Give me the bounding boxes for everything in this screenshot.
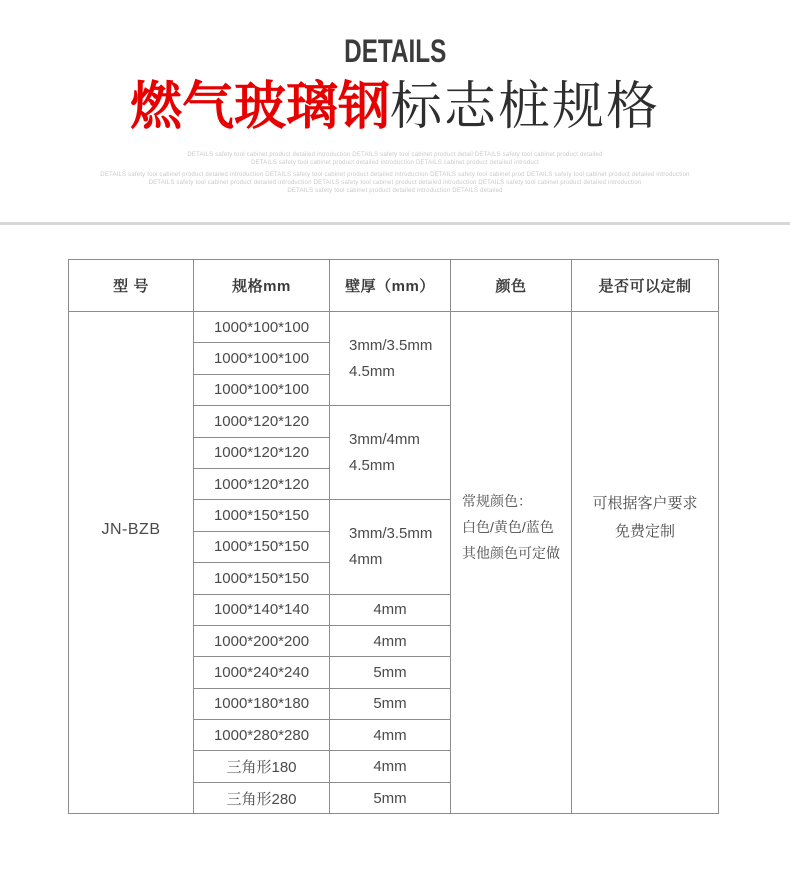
- thickness-line: 4.5mm: [349, 362, 395, 380]
- model-cell: JN-BZB: [69, 312, 194, 814]
- heading-dark-part: 标志桩规格: [390, 78, 661, 136]
- thickness-cell: 5mm: [330, 688, 451, 719]
- color-cell: [451, 312, 572, 814]
- spec-table: [68, 259, 719, 814]
- thickness-cell: 4mm: [330, 594, 451, 625]
- watermark-line: DETAILS safety tool cabinet product detailed introduction DETAILS safety tool cabinet product detailed introduction DETAILS safety tool cabinet prod DETAILS safety tool cabinet product detailed introduction: [100, 172, 690, 178]
- custom-note-line: 免费定制: [614, 522, 675, 540]
- spec-cell: 1000*180*180: [194, 688, 330, 719]
- main-heading: [0, 80, 790, 134]
- spec-cell: 1000*120*120: [194, 468, 330, 499]
- spec-cell: 1000*150*150: [194, 563, 330, 594]
- spec-cell: 1000*240*240: [194, 657, 330, 688]
- spec-cell: 1000*150*150: [194, 531, 330, 562]
- spec-cell: 1000*100*100: [194, 343, 330, 374]
- thickness-cell-group-1: [330, 312, 451, 406]
- thickness-cell: 4mm: [330, 720, 451, 751]
- spec-cell: 三角形180: [194, 751, 330, 782]
- thickness-cell: 4mm: [330, 751, 451, 782]
- thickness-line: 3mm/3.5mm: [349, 524, 433, 542]
- spec-cell: 1000*140*140: [194, 594, 330, 625]
- custom-cell: [572, 312, 719, 814]
- watermark-group: [0, 171, 790, 195]
- spec-cell: 1000*150*150: [194, 500, 330, 531]
- details-title-text: DETAILS: [343, 33, 447, 69]
- thickness-cell-group-3: [330, 500, 451, 594]
- watermark-block: [0, 151, 790, 195]
- heading-red-part: 燃气玻璃钢: [129, 78, 390, 136]
- header-cell-thickness: 壁厚（mm）: [330, 260, 451, 312]
- header-cell-spec: 规格mm: [194, 260, 330, 312]
- details-title: [0, 0, 790, 67]
- thickness-cell-group-2: [330, 406, 451, 500]
- watermark-line: DETAILS safety tool cabinet product detailed introduction DETAILS cabinet product detailed introduct: [251, 160, 539, 166]
- thickness-line: 4mm: [349, 550, 383, 568]
- header-cell-color: 颜色: [451, 260, 572, 312]
- watermark-line: DETAILS safety tool cabinet product detailed introduction DETAILS safety tool cabinet product detailed introduction DETAILS safety tool cabinet product detailed introduction: [148, 180, 642, 186]
- watermark-group: [0, 151, 790, 167]
- thickness-line: 3mm/3.5mm: [349, 336, 433, 354]
- spec-cell: 1000*280*280: [194, 720, 330, 751]
- custom-note-line: 可根据客户要求: [592, 494, 698, 512]
- section-divider: [0, 222, 790, 225]
- watermark-line: DETAILS safety tool cabinet product detailed introduction DETAILS safety tool cabinet product detail DETAILS safety tool cabinet product detailed: [187, 152, 603, 158]
- table-header-row: [69, 260, 719, 312]
- thickness-cell: 4mm: [330, 625, 451, 656]
- color-note-line: 其他颜色可定做: [462, 544, 560, 561]
- color-note-line: 常规颜色：: [462, 492, 532, 509]
- table-row: [69, 312, 719, 343]
- thickness-cell: 5mm: [330, 657, 451, 688]
- color-note-line: 白色/黄色/蓝色: [462, 518, 554, 535]
- header-cell-custom: 是否可以定制: [572, 260, 719, 312]
- spec-cell: 1000*200*200: [194, 625, 330, 656]
- spec-cell: 1000*120*120: [194, 437, 330, 468]
- spec-cell: 1000*100*100: [194, 374, 330, 405]
- spec-cell: 三角形280: [194, 782, 330, 813]
- spec-cell: 1000*100*100: [194, 312, 330, 343]
- thickness-line: 3mm/4mm: [349, 430, 420, 448]
- thickness-line: 4.5mm: [349, 456, 395, 474]
- header-cell-model: 型 号: [69, 260, 194, 312]
- watermark-line: DETAILS safety tool cabinet product detailed introduction DETAILS detailed: [287, 188, 503, 194]
- spec-cell: 1000*120*120: [194, 406, 330, 437]
- thickness-cell: 5mm: [330, 782, 451, 813]
